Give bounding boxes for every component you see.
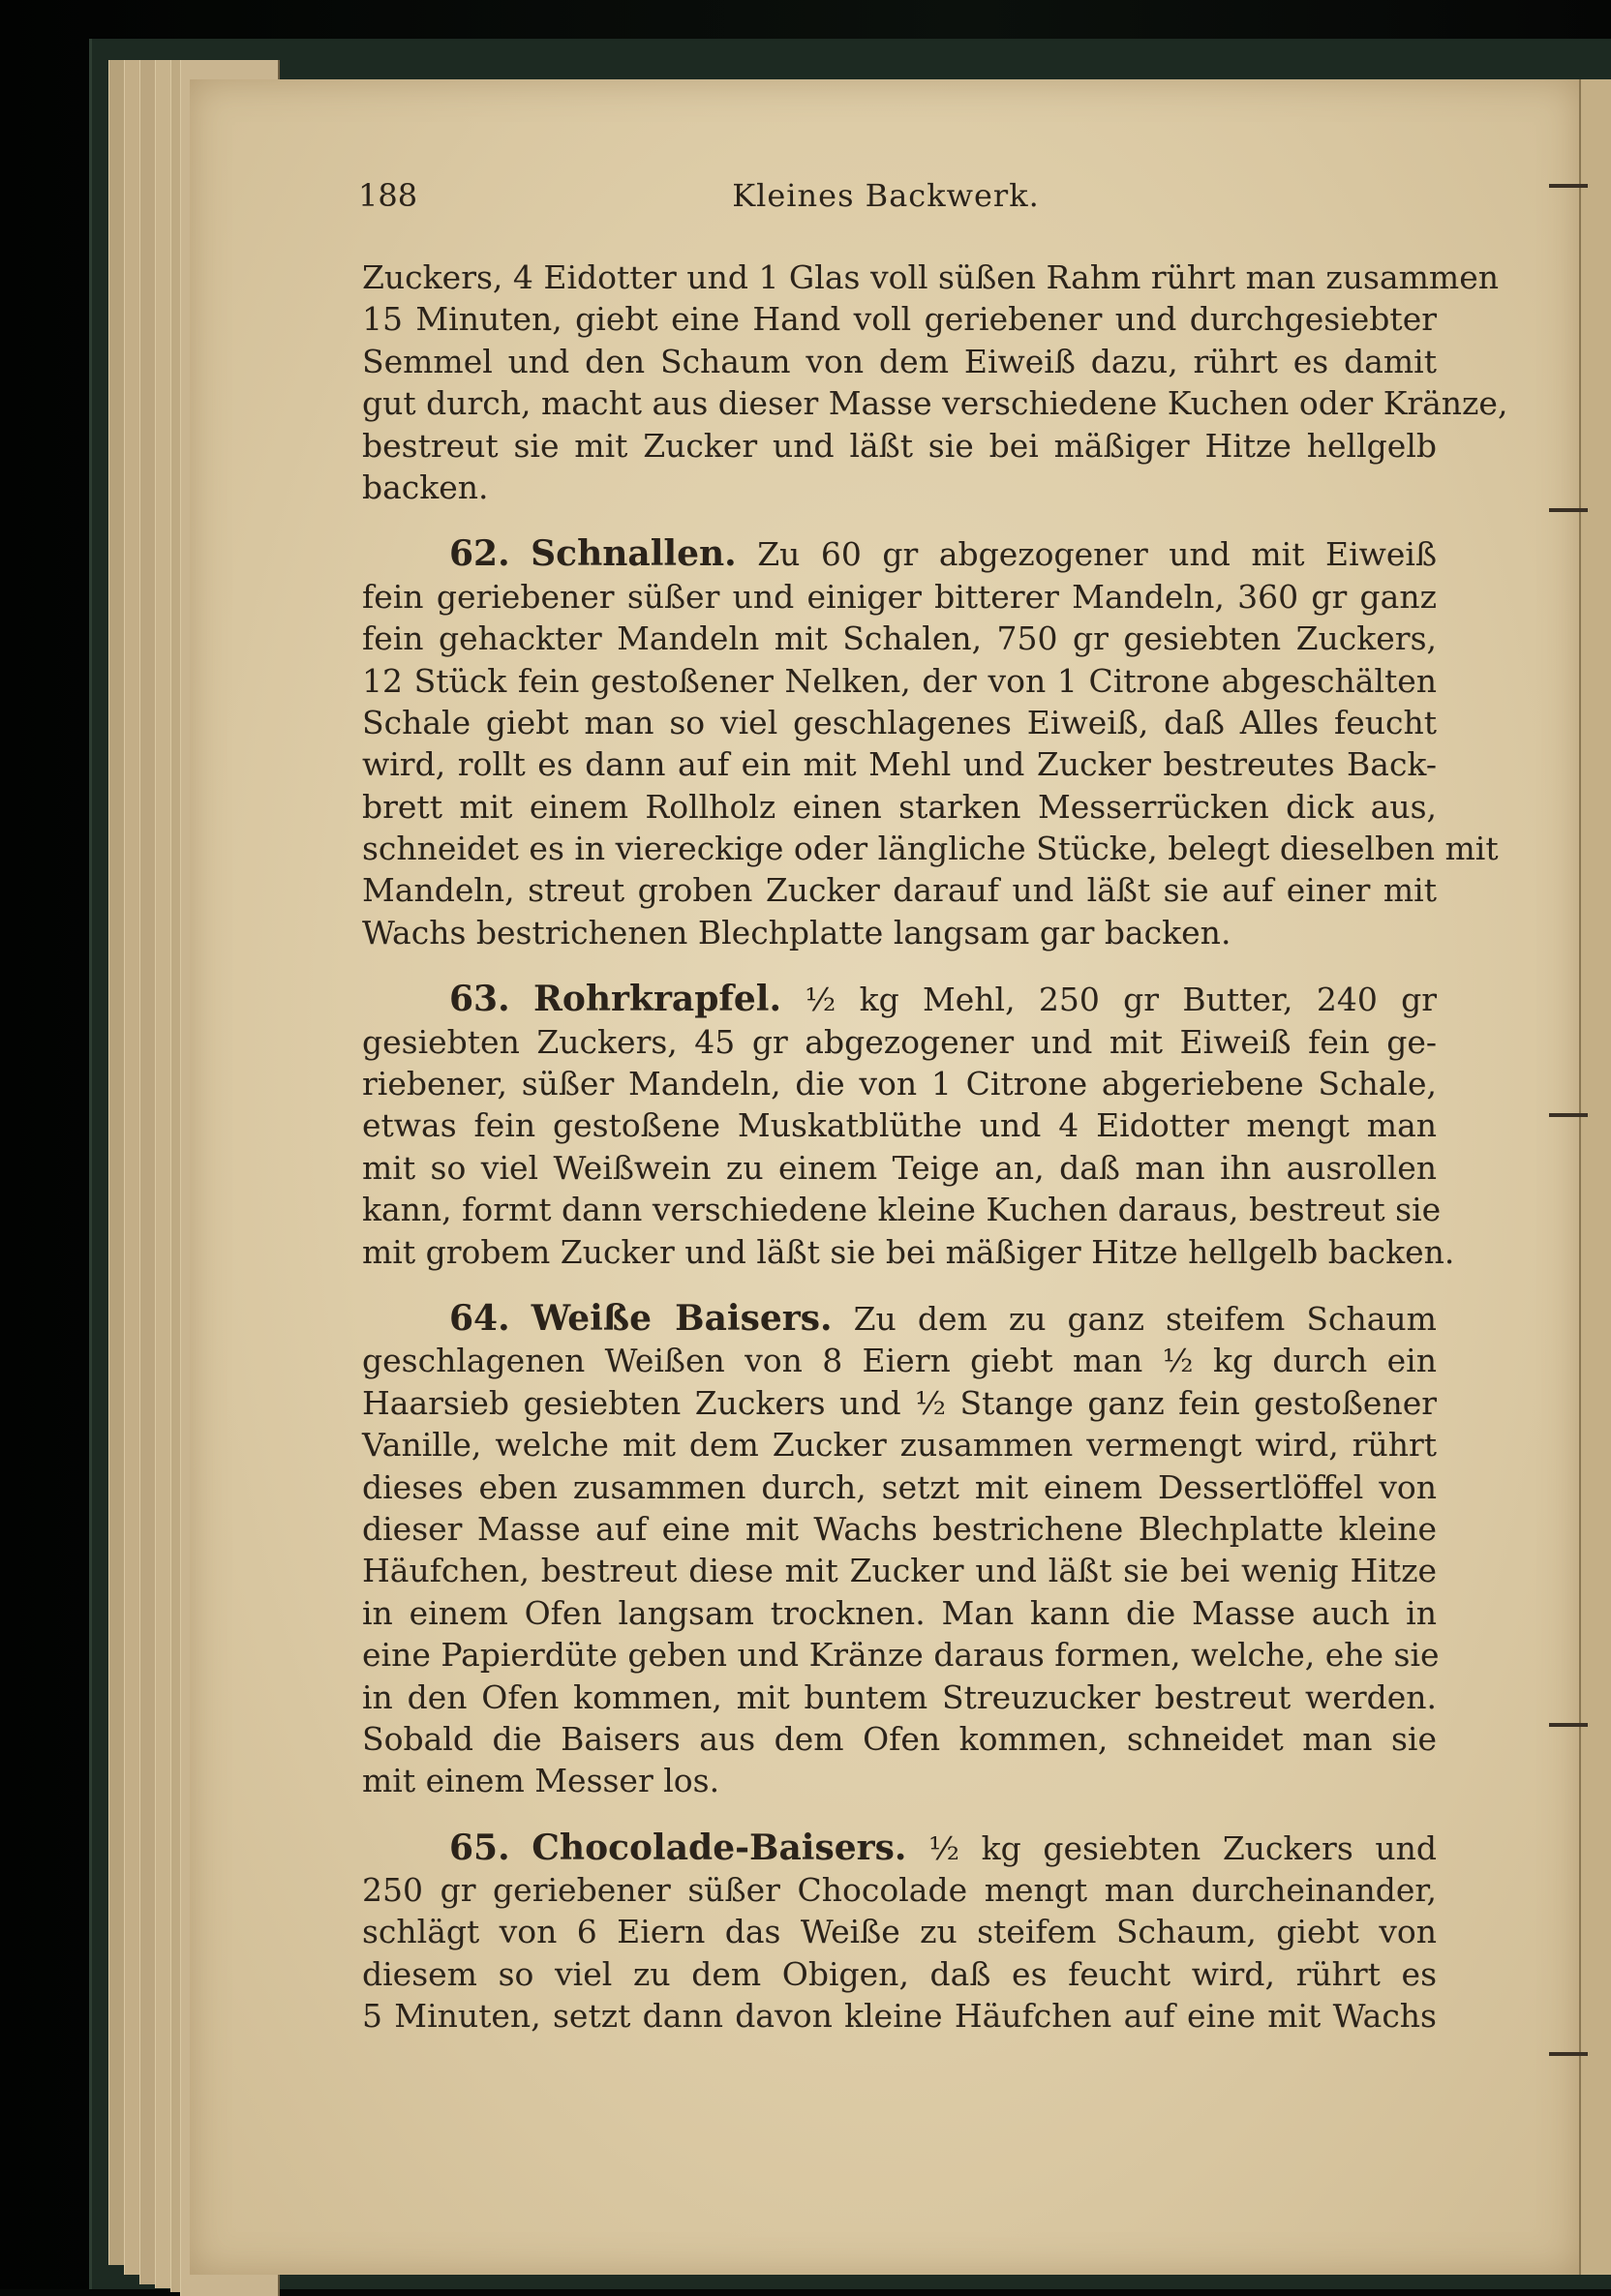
recipe-62-first-line [362,533,1437,575]
text-line: in einem Ofen langsam trocknen. Man kann die Masse auch in [362,1593,1437,1632]
text-line: 12 Stück fein gestoßener Nelken, der von 1 Citrone abgeschälten [362,661,1437,700]
running-head [358,177,1413,216]
text-line: diesem so viel zu dem Obigen, daß es feucht wird, rührt es [362,1954,1437,1993]
text-line: ½ kg gesiebten Zuckers und [928,1828,1437,1867]
text-line: gesiebten Zuckers, 45 gr abgezogener und mit Eiweiß fein ge- [362,1022,1437,1061]
facing-page-edge [1579,79,1611,2275]
text-line: in den Ofen kommen, mit buntem Streuzucker bestreut werden. [362,1677,1437,1716]
recipe-65-first-line [362,1828,1437,1869]
recipe-64-first-line [362,1298,1437,1340]
text-line: Häufchen, bestreut diese mit Zucker und läßt sie bei wenig Hitze [362,1552,1437,1590]
text-line: brett mit einem Rollholz einen starken Messerrücken dick aus, [362,787,1437,826]
page-header-title: Kleines Backwerk. [732,177,1040,214]
text-line: dieses eben zusammen durch, setzt mit einem Dessertlöffel von [362,1467,1437,1506]
text-line: etwas fein gestoßene Muskatblüthe und 4 Eidotter mengt man [362,1106,1437,1145]
margin-mark [1549,2052,1588,2056]
recipe-number: 63. [449,979,510,1020]
margin-mark [1549,508,1588,512]
margin-mark [1549,184,1588,188]
text-line: Haarsieb gesiebten Zuckers und ½ Stange ganz fein gestoßener [362,1383,1437,1422]
text-line: schlägt von 6 Eiern das Weiße zu steifem Schaum, giebt von [362,1913,1437,1951]
text-line: 5 Minuten, setzt dann davon kleine Häufchen auf eine mit Wachs [362,1997,1437,2036]
page-body [362,257,1508,2038]
text-line: gut durch, macht aus dieser Masse verschiedene Kuchen oder Kränze, [362,384,1508,423]
recipe-title: Rohrkrapfel. [532,979,782,1020]
text-line: mit so viel Weißwein zu einem Teige an, daß man ihn ausrollen [362,1148,1437,1187]
text-line: kann, formt dann verschiedene kleine Kuchen daraus, bestreut sie [362,1191,1442,1229]
text-line: Zuckers, 4 Eidotter und 1 Glas voll süßen Rahm rührt man zusammen [362,258,1499,296]
text-line: wird, rollt es dann auf ein mit Mehl und Zucker bestreutes Back- [362,745,1437,784]
text-line: fein gehackter Mandeln mit Schalen, 750 gr gesiebten Zuckers, [362,619,1437,658]
margin-mark [1549,1723,1588,1727]
text-line: bestreut sie mit Zucker und läßt sie bei mäßiger Hitze hellgelb [362,426,1437,465]
text-line: 15 Minuten, giebt eine Hand voll geriebener und durchgesiebter [362,300,1437,339]
recipe-title: Weiße Baisers. [531,1297,833,1339]
text-line: mit grobem Zucker und läßt sie bei mäßiger Hitze hellgelb backen. [362,1232,1455,1271]
text-line: dieser Masse auf eine mit Wachs bestrichene Blechplatte kleine [362,1509,1437,1548]
text-line: Zu dem zu ganz steifem Schaum [853,1299,1437,1338]
recipe-title: Chocolade-Baisers. [532,1827,907,1868]
recipe-number: 64. [449,1297,510,1339]
text-line: geschlagenen Weißen von 8 Eiern giebt man ½ kg durch ein [362,1342,1437,1380]
text-line: 250 gr geriebener süßer Chocolade mengt man durcheinander, [362,1871,1437,1910]
recipe-title: Schnallen. [531,533,737,575]
page-number: 188 [358,177,418,214]
recipe-number: 62. [449,533,510,575]
text-line: Sobald die Baisers aus dem Ofen kommen, schneidet man sie [362,1719,1437,1758]
text-line: schneidet es in viereckige oder längliche Stücke, belegt dieselben mit [362,830,1499,868]
text-line: mit einem Messer los. [362,1762,720,1800]
text-line: Zu 60 gr abgezogener und mit Eiweiß [757,535,1438,574]
text-line: Vanille, welche mit dem Zucker zusammen vermengt wird, rührt [362,1426,1437,1465]
text-line: Schale giebt man so viel geschlagenes Eiweiß, daß Alles feucht [362,703,1437,741]
text-line: Mandeln, streut groben Zucker darauf und läßt sie auf einer mit [362,871,1437,910]
text-line: Semmel und den Schaum von dem Eiweiß dazu, rührt es damit [362,342,1437,380]
text-line: Wachs bestrichenen Blechplatte langsam gar backen. [362,913,1231,952]
recipe-63-first-line [362,979,1437,1020]
text-line: backen. [362,468,489,506]
text-line: riebener, süßer Mandeln, die von 1 Citrone abgeriebene Schale, [362,1065,1437,1103]
text-line: ½ kg Mehl, 250 gr Butter, 240 gr [805,981,1437,1019]
text-line: eine Papierdüte geben und Kränze daraus formen, welche, ehe sie [362,1636,1440,1675]
recipe-number: 65. [449,1827,510,1868]
text-line: fein geriebener süßer und einiger bitterer Mandeln, 360 gr ganz [362,577,1437,616]
margin-mark [1549,1113,1588,1117]
